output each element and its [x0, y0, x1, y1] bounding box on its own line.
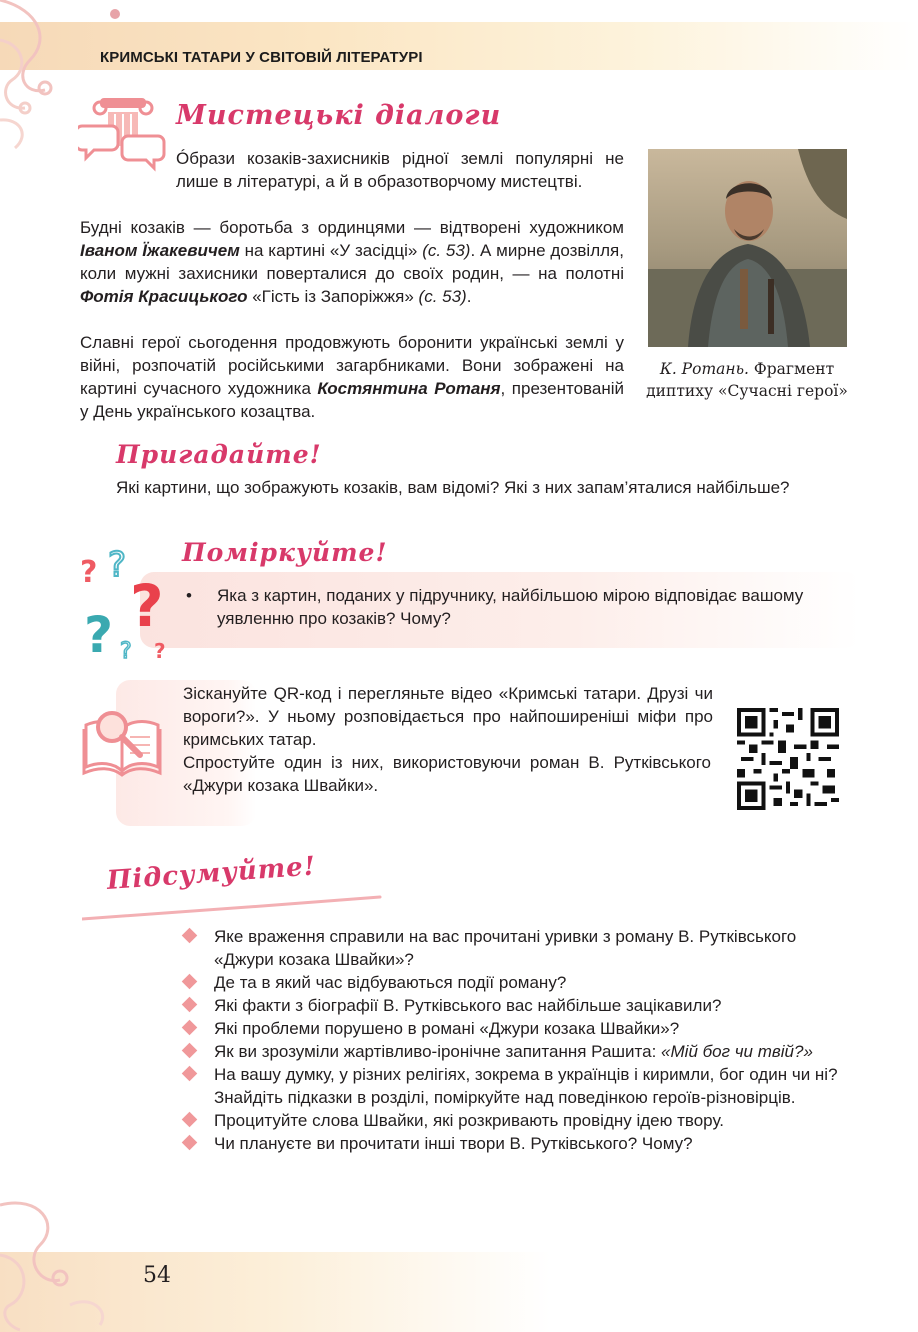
diamond-bullet-icon	[182, 1112, 198, 1128]
diamond-bullet-icon	[182, 1020, 198, 1036]
section-heading-think: Поміркуйте!	[182, 538, 388, 567]
page-number: 54	[143, 1263, 171, 1288]
diamond-bullet-icon	[182, 974, 198, 990]
svg-text:?: ?	[130, 572, 164, 640]
remember-question: Які картини, що зображують козаків, вам відомі? Які з них запам’яталися найбільше?	[116, 478, 790, 497]
svg-text:?: ?	[108, 545, 127, 585]
book-magnifier-icon	[82, 707, 164, 777]
diamond-bullet-icon	[182, 997, 198, 1013]
ornament-dot	[110, 9, 120, 19]
list-item: Як ви зрозуміли жартівливо-іронічне запитання Рашита: «Мій бог чи твій?»	[182, 1040, 854, 1063]
dialogues-paragraph-2: Славні герої сьогодення продовжують боронити українські землі у війні, розпочатій російськими загарбниками. Вони зображені на картині сучасного художника Костянтина Ротаня, презентованій у День українського козацтва.	[80, 333, 624, 421]
diamond-bullet-icon	[182, 1043, 198, 1059]
artist-name-izhakevych: Іваном Їжакевичем	[80, 241, 240, 260]
dialogues-intro: Óбрази козаків-захисників рідної землі популярні не лише в літературі, а й в образотворчому мистецтві.	[176, 149, 624, 191]
summary-question-list	[182, 925, 854, 1155]
list-item: Процитуйте слова Швайки, які розкривають провідну ідею твору.	[182, 1109, 854, 1132]
list-item: Які факти з біографії В. Рутківського вас найбільше зацікавили?	[182, 994, 854, 1017]
running-header: КРИМСЬКІ ТАТАРИ У СВІТОВІЙ ЛІТЕРАТУРІ	[100, 49, 423, 66]
diamond-bullet-icon	[182, 928, 198, 944]
list-item: Яке враження справили на вас прочитані уривки з роману В. Рутківського «Джури козака Швайки»?	[182, 925, 854, 971]
question-marks-icon	[78, 540, 178, 665]
dialogue-column-icon	[78, 96, 170, 176]
dialogues-paragraph-1: Будні козаків — боротьба з ординцями — відтворені художником Іваном Їжакевичем на картині «У засідці» (с. 53). А мирне дозвілля, коли мужні захисники поверталися до своїх родин, — на полотні Фотія Красицького «Гість із Запоріжжя» (с. 53).	[80, 218, 624, 306]
section-heading-summary: Підсумуйте!	[105, 851, 318, 896]
bottom-ornament-icon	[0, 1185, 130, 1332]
think-question: Яка з картин, поданих у підручнику, найбільшою мірою відповідає вашому уявленню про козаків? Чому?	[217, 586, 804, 628]
svg-text:?: ?	[154, 639, 166, 663]
list-item: Чи плануєте ви прочитати інші твори В. Рутківського? Чому?	[182, 1132, 854, 1155]
painting-caption: К. Ротань. Фрагмент диптиху «Сучасні герої»	[646, 360, 848, 400]
artist-name-rotan: Костянтина Ротаня	[317, 379, 501, 398]
think-bullet: •	[186, 586, 192, 605]
svg-text:?: ?	[80, 555, 98, 590]
artist-name-krasytskyi: Фотія Красицького	[80, 287, 248, 306]
diamond-bullet-icon	[182, 1066, 198, 1082]
list-item: На вашу думку, у різних релігіях, зокрема в українців і киримли, бог один чи ні? Знайдіть підказки в розділі, поміркуйте над поведінкою героїв-різновірців.	[182, 1063, 854, 1109]
section-heading-remember: Пригадайте!	[116, 440, 322, 469]
list-item: Які проблеми порушено в романі «Джури козака Швайки»?	[182, 1017, 854, 1040]
qr-task-text-2: Спростуйте один із них, використовуючи роман В. Рутківського «Джури козака Швайки».	[183, 753, 711, 795]
list-item: Де та в який час відбуваються події роману?	[182, 971, 854, 994]
section-heading-dialogues: Мистецькі діалоги	[176, 100, 502, 131]
qr-task-text-1: Зіскануйте QR-код і перегляньте відео «Кримські татари. Друзі чи вороги?». У ньому розповідається про найпоширеніші міфи про кримських татар.	[183, 684, 713, 749]
svg-text:?: ?	[120, 639, 132, 664]
qr-code-icon[interactable]	[737, 708, 839, 810]
painting-image	[648, 149, 847, 347]
summary-underline-swash	[82, 895, 382, 925]
svg-text:?: ?	[84, 606, 114, 664]
diamond-bullet-icon	[182, 1135, 198, 1151]
footer-band	[0, 1252, 918, 1332]
